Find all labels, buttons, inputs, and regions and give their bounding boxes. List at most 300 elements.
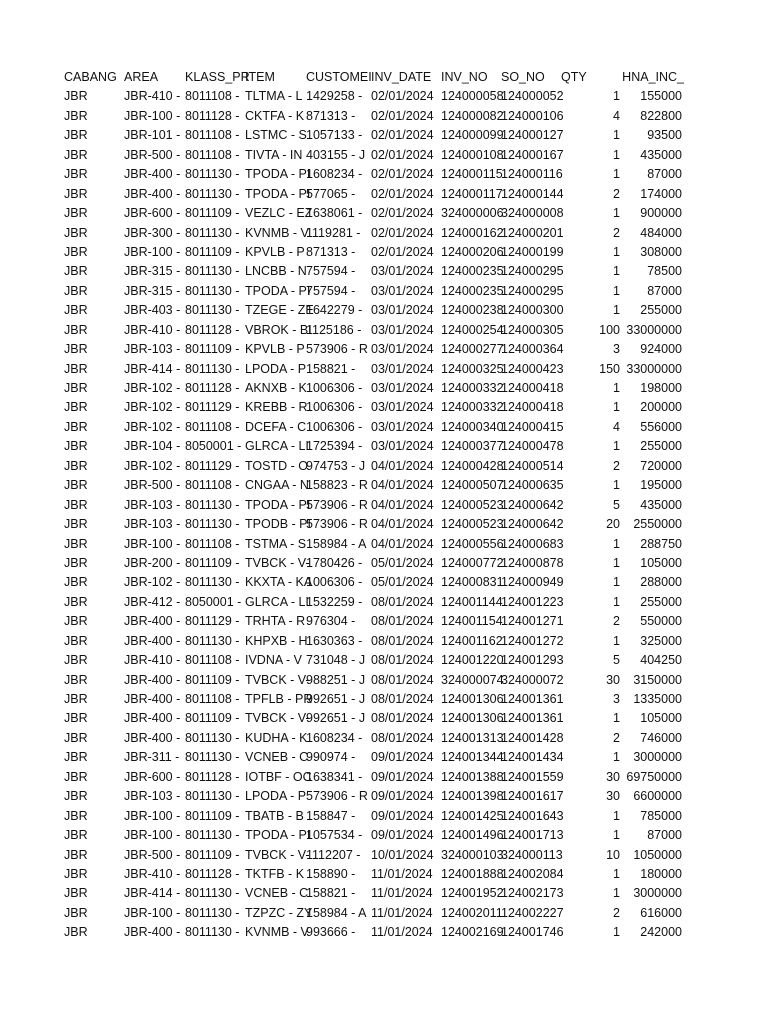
cell-inv-no[interactable]: 124000099 xyxy=(441,128,504,143)
cell-inv-no[interactable]: 324000074 xyxy=(441,672,504,687)
cell-klass-pr[interactable]: 8011130 - xyxy=(185,264,240,279)
cell-inv-no[interactable]: 124001398 xyxy=(441,789,504,804)
cell-customer[interactable]: 1006306 - xyxy=(306,575,363,590)
cell-inv-no[interactable]: 124002169 xyxy=(441,925,504,940)
header-so-no[interactable]: SO_NO xyxy=(501,70,545,84)
cell-hna-inc[interactable]: 155000 xyxy=(640,89,682,104)
cell-klass-pr[interactable]: 8011128 - xyxy=(185,322,240,337)
cell-cabang[interactable]: JBR xyxy=(64,458,88,473)
cell-so-no[interactable]: 324000072 xyxy=(501,672,564,687)
cell-qty[interactable]: 1 xyxy=(613,594,620,609)
cell-inv-no[interactable]: 124000058 xyxy=(441,89,504,104)
cell-customer[interactable]: 1608234 - xyxy=(306,167,363,182)
cell-inv-no[interactable]: 124002011 xyxy=(441,905,503,920)
cell-area[interactable]: JBR-400 - xyxy=(124,167,181,182)
cell-area[interactable]: JBR-100 - xyxy=(124,536,181,551)
cell-inv-no[interactable]: 124001144 xyxy=(441,594,503,609)
cell-inv-no[interactable]: 124001313 xyxy=(441,730,504,745)
cell-inv-no[interactable]: 124001888 xyxy=(441,866,504,881)
cell-item[interactable]: LPODA - P xyxy=(245,789,307,804)
cell-item[interactable]: LSTMC - S xyxy=(245,128,307,143)
cell-inv-no[interactable]: 124000235 xyxy=(441,264,504,279)
cell-qty[interactable]: 2 xyxy=(613,225,620,240)
cell-so-no[interactable]: 124000199 xyxy=(501,244,564,259)
cell-inv-no[interactable]: 124000082 xyxy=(441,108,504,123)
cell-inv-no[interactable]: 124000523 xyxy=(441,517,504,532)
cell-area[interactable]: JBR-400 - xyxy=(124,692,181,706)
cell-area[interactable]: JBR-100 - xyxy=(124,108,181,123)
cell-inv-date[interactable]: 05/01/2024 xyxy=(371,575,434,590)
cell-qty[interactable]: 4 xyxy=(613,108,620,123)
cell-klass-pr[interactable]: 8011129 - xyxy=(185,614,240,629)
cell-inv-date[interactable]: 04/01/2024 xyxy=(371,536,434,551)
cell-cabang[interactable]: JBR xyxy=(64,283,88,298)
cell-cabang[interactable]: JBR xyxy=(64,633,88,648)
cell-klass-pr[interactable]: 8011130 - xyxy=(185,225,240,240)
cell-customer[interactable]: 757594 - xyxy=(306,283,356,298)
cell-inv-date[interactable]: 08/01/2024 xyxy=(371,594,434,609)
cell-so-no[interactable]: 124001223 xyxy=(501,594,564,609)
cell-item[interactable]: KVNMB - V xyxy=(245,925,309,940)
cell-hna-inc[interactable]: 198000 xyxy=(640,381,682,395)
cell-inv-date[interactable]: 03/01/2024 xyxy=(371,264,434,279)
header-item[interactable]: ITEM xyxy=(245,70,275,84)
cell-inv-date[interactable]: 04/01/2024 xyxy=(371,478,434,493)
cell-hna-inc[interactable]: 924000 xyxy=(640,342,682,357)
cell-qty[interactable]: 10 xyxy=(606,847,620,862)
cell-hna-inc[interactable]: 616000 xyxy=(640,905,682,920)
cell-so-no[interactable]: 124000106 xyxy=(501,108,564,123)
cell-item[interactable]: TVBCK - V- xyxy=(245,847,310,862)
cell-inv-no[interactable]: 124001306 xyxy=(441,692,504,706)
cell-so-no[interactable]: 124000642 xyxy=(501,517,564,532)
cell-inv-date[interactable]: 08/01/2024 xyxy=(371,614,434,629)
cell-cabang[interactable]: JBR xyxy=(64,361,88,376)
cell-so-no[interactable]: 124001293 xyxy=(501,653,564,668)
cell-hna-inc[interactable]: 105000 xyxy=(640,711,682,726)
cell-cabang[interactable]: JBR xyxy=(64,905,88,920)
cell-cabang[interactable]: JBR xyxy=(64,108,88,123)
cell-customer[interactable]: 1780426 - xyxy=(306,555,363,570)
cell-qty[interactable]: 1 xyxy=(613,555,620,570)
cell-cabang[interactable]: JBR xyxy=(64,478,88,493)
cell-cabang[interactable]: JBR xyxy=(64,711,88,726)
cell-klass-pr[interactable]: 8011130 - xyxy=(185,905,240,920)
cell-customer[interactable]: 573906 - R xyxy=(306,497,368,512)
cell-klass-pr[interactable]: 8011108 - xyxy=(185,128,240,143)
cell-customer[interactable]: 871313 - xyxy=(306,244,356,259)
cell-klass-pr[interactable]: 8011128 - xyxy=(185,381,240,395)
cell-hna-inc[interactable]: 822800 xyxy=(640,108,682,123)
cell-customer[interactable]: 1429258 - xyxy=(306,89,363,104)
cell-klass-pr[interactable]: 8011109 - xyxy=(185,808,240,823)
cell-hna-inc[interactable]: 33000000 xyxy=(626,361,682,376)
cell-qty[interactable]: 30 xyxy=(606,769,620,784)
cell-area[interactable]: JBR-315 - xyxy=(124,264,181,279)
cell-area[interactable]: JBR-400 - xyxy=(124,672,181,687)
cell-qty[interactable]: 1 xyxy=(613,866,620,881)
cell-customer[interactable]: 988251 - J xyxy=(306,672,366,687)
cell-so-no[interactable]: 124000052 xyxy=(501,89,564,104)
cell-inv-date[interactable]: 09/01/2024 xyxy=(371,789,434,804)
cell-hna-inc[interactable]: 180000 xyxy=(640,866,682,881)
cell-inv-no[interactable]: 124001162 xyxy=(441,633,503,648)
header-customer[interactable]: CUSTOMEI xyxy=(306,70,372,84)
cell-customer[interactable]: 1725394 - xyxy=(306,439,363,454)
cell-customer[interactable]: 976304 - xyxy=(306,614,356,629)
cell-customer[interactable]: 1638061 - xyxy=(306,206,363,221)
cell-qty[interactable]: 1 xyxy=(613,244,620,259)
cell-customer[interactable]: 158821 - xyxy=(306,361,356,376)
cell-area[interactable]: JBR-100 - xyxy=(124,905,181,920)
cell-customer[interactable]: 1642279 - xyxy=(306,303,363,318)
cell-inv-no[interactable]: 124001306 xyxy=(441,711,504,726)
cell-inv-date[interactable]: 03/01/2024 xyxy=(371,439,434,454)
cell-hna-inc[interactable]: 255000 xyxy=(640,439,682,454)
cell-customer[interactable]: 1638341 - xyxy=(306,769,363,784)
cell-so-no[interactable]: 124000144 xyxy=(501,186,564,201)
cell-qty[interactable]: 1 xyxy=(613,750,620,765)
cell-inv-no[interactable]: 124000523 xyxy=(441,497,504,512)
cell-so-no[interactable]: 124000418 xyxy=(501,381,564,395)
cell-klass-pr[interactable]: 8011128 - xyxy=(185,108,240,123)
cell-cabang[interactable]: JBR xyxy=(64,517,88,532)
cell-item[interactable]: TKTFB - K xyxy=(245,866,305,881)
cell-inv-no[interactable]: 124000428 xyxy=(441,458,504,473)
cell-klass-pr[interactable]: 8011130 - xyxy=(185,575,240,590)
cell-qty[interactable]: 1 xyxy=(613,439,620,454)
cell-klass-pr[interactable]: 8011130 - xyxy=(185,789,240,804)
cell-inv-date[interactable]: 11/01/2024 xyxy=(371,905,433,920)
cell-customer[interactable]: 1006306 - xyxy=(306,381,363,395)
cell-inv-date[interactable]: 03/01/2024 xyxy=(371,283,434,298)
cell-cabang[interactable]: JBR xyxy=(64,769,88,784)
cell-area[interactable]: JBR-102 - xyxy=(124,575,181,590)
cell-hna-inc[interactable]: 93500 xyxy=(647,128,682,143)
cell-klass-pr[interactable]: 8011109 - xyxy=(185,847,240,862)
cell-inv-no[interactable]: 124000556 xyxy=(441,536,504,551)
cell-inv-date[interactable]: 03/01/2024 xyxy=(371,361,434,376)
cell-inv-date[interactable]: 02/01/2024 xyxy=(371,186,434,201)
cell-area[interactable]: JBR-315 - xyxy=(124,283,181,298)
cell-customer[interactable]: 158821 - xyxy=(306,886,356,901)
cell-area[interactable]: JBR-300 - xyxy=(124,225,181,240)
cell-customer[interactable]: 990974 - xyxy=(306,750,356,765)
cell-hna-inc[interactable]: 174000 xyxy=(640,186,682,201)
cell-customer[interactable]: 573906 - R xyxy=(306,517,368,532)
cell-item[interactable]: KREBB - R xyxy=(245,400,308,415)
cell-cabang[interactable]: JBR xyxy=(64,439,88,454)
cell-cabang[interactable]: JBR xyxy=(64,264,88,279)
cell-klass-pr[interactable]: 8011130 - xyxy=(185,886,240,901)
cell-klass-pr[interactable]: 8011108 - xyxy=(185,478,240,493)
cell-klass-pr[interactable]: 8011130 - xyxy=(185,303,240,318)
cell-qty[interactable]: 1 xyxy=(613,478,620,493)
cell-item[interactable]: TPODA - PI xyxy=(245,828,311,843)
cell-inv-date[interactable]: 11/01/2024 xyxy=(371,925,433,940)
cell-hna-inc[interactable]: 87000 xyxy=(647,167,682,182)
cell-inv-date[interactable]: 04/01/2024 xyxy=(371,458,434,473)
cell-qty[interactable]: 2 xyxy=(613,614,620,629)
header-klass-pr[interactable]: KLASS_PR xyxy=(185,70,250,84)
cell-item[interactable]: VEZLC - EZ xyxy=(245,206,313,221)
cell-inv-no[interactable]: 124000277 xyxy=(441,342,504,357)
cell-klass-pr[interactable]: 8011130 - xyxy=(185,361,240,376)
cell-customer[interactable]: 573906 - R xyxy=(306,789,368,804)
cell-so-no[interactable]: 124000305 xyxy=(501,322,564,337)
cell-cabang[interactable]: JBR xyxy=(64,614,88,629)
header-cabang[interactable]: CABANG xyxy=(64,70,117,84)
cell-klass-pr[interactable]: 8050001 - xyxy=(185,594,242,609)
cell-item[interactable]: TRHTA - R xyxy=(245,614,306,629)
cell-cabang[interactable]: JBR xyxy=(64,497,88,512)
cell-customer[interactable]: 158984 - A xyxy=(306,905,367,920)
cell-qty[interactable]: 1 xyxy=(613,89,620,104)
cell-hna-inc[interactable]: 242000 xyxy=(640,925,682,940)
cell-hna-inc[interactable]: 435000 xyxy=(640,147,682,162)
header-qty[interactable]: QTY xyxy=(561,70,587,84)
cell-so-no[interactable]: 124001434 xyxy=(501,750,564,765)
cell-hna-inc[interactable]: 3000000 xyxy=(633,886,682,901)
cell-item[interactable]: TPODA - PI xyxy=(245,167,311,182)
cell-customer[interactable]: 1532259 - xyxy=(306,594,363,609)
cell-item[interactable]: KHPXB - H xyxy=(245,633,308,648)
cell-klass-pr[interactable]: 8011108 - xyxy=(185,692,240,706)
cell-area[interactable]: JBR-500 - xyxy=(124,478,181,493)
cell-item[interactable]: TVBCK - V- xyxy=(245,672,310,687)
cell-klass-pr[interactable]: 8011109 - xyxy=(185,711,240,726)
cell-inv-date[interactable]: 02/01/2024 xyxy=(371,225,434,240)
cell-hna-inc[interactable]: 87000 xyxy=(647,283,682,298)
cell-hna-inc[interactable]: 900000 xyxy=(640,206,682,221)
cell-area[interactable]: JBR-403 - xyxy=(124,303,181,318)
cell-so-no[interactable]: 124002173 xyxy=(501,886,564,901)
cell-inv-date[interactable]: 04/01/2024 xyxy=(371,497,434,512)
cell-qty[interactable]: 1 xyxy=(613,536,620,551)
cell-klass-pr[interactable]: 8050001 - xyxy=(185,439,242,454)
cell-customer[interactable]: 1057133 - xyxy=(306,128,363,143)
cell-hna-inc[interactable]: 288000 xyxy=(640,575,682,590)
cell-cabang[interactable]: JBR xyxy=(64,594,88,609)
cell-inv-date[interactable]: 08/01/2024 xyxy=(371,672,434,687)
cell-item[interactable]: KPVLB - P xyxy=(245,342,305,357)
cell-qty[interactable]: 2 xyxy=(613,458,620,473)
cell-so-no[interactable]: 124001428 xyxy=(501,730,564,745)
cell-item[interactable]: VBROK - BI xyxy=(245,322,312,337)
cell-area[interactable]: JBR-400 - xyxy=(124,186,181,201)
cell-qty[interactable]: 3 xyxy=(613,692,620,706)
cell-so-no[interactable]: 124001559 xyxy=(501,769,564,784)
cell-klass-pr[interactable]: 8011108 - xyxy=(185,89,240,104)
cell-hna-inc[interactable]: 255000 xyxy=(640,303,682,318)
cell-customer[interactable]: 1125186 - xyxy=(306,322,362,337)
cell-inv-date[interactable]: 03/01/2024 xyxy=(371,342,434,357)
cell-klass-pr[interactable]: 8011130 - xyxy=(185,828,240,843)
cell-so-no[interactable]: 124000642 xyxy=(501,497,564,512)
cell-hna-inc[interactable]: 308000 xyxy=(640,244,682,259)
cell-qty[interactable]: 1 xyxy=(613,828,620,843)
cell-klass-pr[interactable]: 8011130 - xyxy=(185,750,240,765)
cell-area[interactable]: JBR-100 - xyxy=(124,244,181,259)
header-inv-no[interactable]: INV_NO xyxy=(441,70,488,84)
cell-qty[interactable]: 1 xyxy=(613,167,620,182)
cell-qty[interactable]: 2 xyxy=(613,186,620,201)
cell-so-no[interactable]: 124000949 xyxy=(501,575,564,590)
cell-klass-pr[interactable]: 8011130 - xyxy=(185,517,240,532)
cell-area[interactable]: JBR-400 - xyxy=(124,633,181,648)
cell-so-no[interactable]: 124002227 xyxy=(501,905,564,920)
cell-customer[interactable]: 993666 - xyxy=(306,925,356,940)
cell-area[interactable]: JBR-100 - xyxy=(124,808,181,823)
cell-customer[interactable]: 403155 - J xyxy=(306,147,366,162)
cell-inv-no[interactable]: 124000325 xyxy=(441,361,504,376)
cell-hna-inc[interactable]: 78500 xyxy=(647,264,682,279)
cell-klass-pr[interactable]: 8011109 - xyxy=(185,555,240,570)
cell-item[interactable]: TPFLB - PR xyxy=(245,692,313,706)
cell-klass-pr[interactable]: 8011130 - xyxy=(185,925,240,940)
cell-area[interactable]: JBR-400 - xyxy=(124,614,181,629)
cell-cabang[interactable]: JBR xyxy=(64,147,88,162)
cell-qty[interactable]: 1 xyxy=(613,886,620,901)
cell-area[interactable]: JBR-103 - xyxy=(124,342,181,357)
cell-klass-pr[interactable]: 8011108 - xyxy=(185,536,240,551)
cell-item[interactable]: TZEGE - ZE xyxy=(245,303,314,318)
cell-inv-no[interactable]: 124000772 xyxy=(441,555,504,570)
cell-cabang[interactable]: JBR xyxy=(64,167,88,182)
cell-area[interactable]: JBR-100 - xyxy=(124,828,181,843)
cell-hna-inc[interactable]: 1050000 xyxy=(633,847,682,862)
cell-inv-no[interactable]: 124000254 xyxy=(441,322,504,337)
cell-item[interactable]: TPODA - PI xyxy=(245,186,311,201)
cell-inv-date[interactable]: 10/01/2024 xyxy=(371,847,434,862)
cell-inv-no[interactable]: 124000162 xyxy=(441,225,504,240)
cell-cabang[interactable]: JBR xyxy=(64,342,88,357)
cell-customer[interactable]: 1006306 - xyxy=(306,400,363,415)
cell-cabang[interactable]: JBR xyxy=(64,692,88,706)
cell-inv-no[interactable]: 124001425 xyxy=(441,808,504,823)
cell-cabang[interactable]: JBR xyxy=(64,419,88,434)
cell-inv-date[interactable]: 05/01/2024 xyxy=(371,555,434,570)
cell-cabang[interactable]: JBR xyxy=(64,303,88,318)
cell-inv-date[interactable]: 03/01/2024 xyxy=(371,400,434,415)
cell-inv-date[interactable]: 02/01/2024 xyxy=(371,128,434,143)
cell-item[interactable]: LPODA - P xyxy=(245,361,307,376)
cell-hna-inc[interactable]: 404250 xyxy=(640,653,682,668)
cell-cabang[interactable]: JBR xyxy=(64,244,88,259)
cell-inv-date[interactable]: 09/01/2024 xyxy=(371,808,434,823)
cell-item[interactable]: TZPZC - ZY xyxy=(245,905,313,920)
cell-area[interactable]: JBR-600 - xyxy=(124,206,181,221)
header-area[interactable]: AREA xyxy=(124,70,159,84)
cell-qty[interactable]: 1 xyxy=(613,575,620,590)
cell-area[interactable]: JBR-410 - xyxy=(124,89,181,104)
cell-cabang[interactable]: JBR xyxy=(64,925,88,940)
cell-klass-pr[interactable]: 8011130 - xyxy=(185,497,240,512)
cell-customer[interactable]: 871313 - xyxy=(306,108,356,123)
cell-item[interactable]: TIVTA - IN xyxy=(245,147,303,162)
cell-area[interactable]: JBR-102 - xyxy=(124,381,181,395)
cell-hna-inc[interactable]: 2550000 xyxy=(633,517,682,532)
cell-so-no[interactable]: 124000295 xyxy=(501,264,564,279)
cell-hna-inc[interactable]: 1335000 xyxy=(633,692,682,706)
cell-klass-pr[interactable]: 8011129 - xyxy=(185,458,240,473)
cell-hna-inc[interactable]: 6600000 xyxy=(633,789,682,804)
cell-qty[interactable]: 1 xyxy=(613,381,620,395)
cell-item[interactable]: KVNMB - V xyxy=(245,225,309,240)
cell-area[interactable]: JBR-400 - xyxy=(124,925,181,940)
cell-area[interactable]: JBR-410 - xyxy=(124,866,181,881)
cell-so-no[interactable]: 124000514 xyxy=(501,458,564,473)
cell-hna-inc[interactable]: 550000 xyxy=(640,614,682,629)
cell-item[interactable]: IVDNA - V xyxy=(245,653,302,668)
cell-hna-inc[interactable]: 105000 xyxy=(640,555,682,570)
cell-area[interactable]: JBR-103 - xyxy=(124,497,181,512)
cell-inv-date[interactable]: 03/01/2024 xyxy=(371,381,434,395)
cell-so-no[interactable]: 124001271 xyxy=(501,614,564,629)
cell-inv-no[interactable]: 124001154 xyxy=(441,614,503,629)
cell-inv-date[interactable]: 08/01/2024 xyxy=(371,711,434,726)
cell-cabang[interactable]: JBR xyxy=(64,186,88,201)
cell-klass-pr[interactable]: 8011108 - xyxy=(185,653,240,668)
cell-so-no[interactable]: 124000415 xyxy=(501,419,564,434)
cell-inv-date[interactable]: 02/01/2024 xyxy=(371,147,434,162)
cell-qty[interactable]: 20 xyxy=(606,517,620,532)
cell-so-no[interactable]: 124001713 xyxy=(501,828,564,843)
cell-inv-date[interactable]: 03/01/2024 xyxy=(371,322,434,337)
cell-hna-inc[interactable]: 87000 xyxy=(647,828,682,843)
cell-klass-pr[interactable]: 8011130 - xyxy=(185,283,240,298)
cell-item[interactable]: KUDHA - K xyxy=(245,730,308,745)
cell-area[interactable]: JBR-414 - xyxy=(124,361,181,376)
cell-klass-pr[interactable]: 8011109 - xyxy=(185,206,240,221)
cell-so-no[interactable]: 324000113 xyxy=(501,847,563,862)
cell-inv-date[interactable]: 02/01/2024 xyxy=(371,167,434,182)
cell-area[interactable]: JBR-410 - xyxy=(124,653,181,668)
cell-so-no[interactable]: 124000478 xyxy=(501,439,564,454)
cell-item[interactable]: AKNXB - K xyxy=(245,381,307,395)
cell-klass-pr[interactable]: 8011109 - xyxy=(185,672,240,687)
cell-inv-date[interactable]: 02/01/2024 xyxy=(371,244,434,259)
cell-klass-pr[interactable]: 8011130 - xyxy=(185,186,240,201)
cell-qty[interactable]: 2 xyxy=(613,730,620,745)
cell-so-no[interactable]: 124000683 xyxy=(501,536,564,551)
cell-klass-pr[interactable]: 8011130 - xyxy=(185,633,240,648)
cell-hna-inc[interactable]: 325000 xyxy=(640,633,682,648)
cell-hna-inc[interactable]: 195000 xyxy=(640,478,682,493)
cell-inv-no[interactable]: 324000006 xyxy=(441,206,504,221)
cell-qty[interactable]: 5 xyxy=(613,653,620,668)
cell-qty[interactable]: 1 xyxy=(613,808,620,823)
cell-inv-no[interactable]: 124001344 xyxy=(441,750,504,765)
cell-item[interactable]: TLTMA - L xyxy=(245,89,303,104)
cell-cabang[interactable]: JBR xyxy=(64,653,88,668)
cell-item[interactable]: GLRCA - LI xyxy=(245,439,309,454)
cell-area[interactable]: JBR-400 - xyxy=(124,711,181,726)
cell-area[interactable]: JBR-600 - xyxy=(124,769,181,784)
cell-qty[interactable]: 1 xyxy=(613,128,620,143)
cell-area[interactable]: JBR-102 - xyxy=(124,419,181,434)
cell-klass-pr[interactable]: 8011109 - xyxy=(185,342,240,357)
cell-inv-no[interactable]: 124000831 xyxy=(441,575,504,590)
cell-qty[interactable]: 1 xyxy=(613,711,620,726)
cell-inv-no[interactable]: 124000238 xyxy=(441,303,504,318)
cell-hna-inc[interactable]: 746000 xyxy=(640,730,682,745)
cell-inv-date[interactable]: 02/01/2024 xyxy=(371,89,434,104)
cell-customer[interactable]: 158823 - R xyxy=(306,478,368,493)
cell-item[interactable]: TVBCK - V- xyxy=(245,711,310,726)
cell-item[interactable]: TOSTD - O xyxy=(245,458,308,473)
cell-klass-pr[interactable]: 8011109 - xyxy=(185,244,240,259)
